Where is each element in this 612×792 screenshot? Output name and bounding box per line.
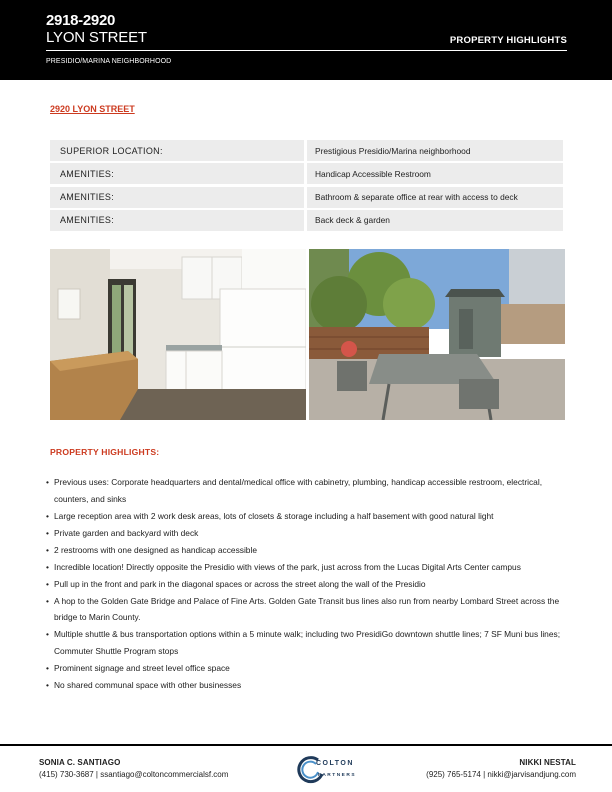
details-row [50,140,563,161]
details-label: AMENITIES: [50,210,304,231]
agent-name: NIKKI NESTAL [519,758,576,767]
list-item: • Previous uses: Corporate headquarters and dental/medical office with cabinetry, plumbing, handicap accessible restroom, electrical, counters, and sinks [46,474,568,507]
agent-contact-info: (925) 765-5174 | nikki@jarvisandjung.com [426,770,576,779]
details-value: Back deck & garden [307,210,563,231]
address-line-1: 2918-2920 [46,12,116,29]
address-line-2: LYON STREET [46,29,147,46]
neighborhood-label: PRESIDIO/MARINA NEIGHBORHOOD [46,58,172,65]
agent-contact-info: (415) 730-3687 | ssantiago@coltoncommercialsf.com [39,770,229,779]
details-table [50,140,563,233]
details-label: SUPERIOR LOCATION: [50,140,304,161]
footer-divider [0,744,612,746]
list-item: • Incredible location! Directly opposite the Presidio with views of the park, just across from the Lucas Digital Arts Center campus [46,559,568,576]
details-value: Bathroom & separate office at rear with access to deck [307,187,563,208]
details-row [50,187,563,208]
details-label: AMENITIES: [50,187,304,208]
list-item: • Prominent signage and street level office space [46,660,568,677]
highlights-list [46,474,568,694]
garden-photo [309,249,565,420]
list-item: • A hop to the Golden Gate Bridge and Palace of Fine Arts. Golden Gate Transit bus lines also run from nearby Lombard Street across the bridge to Marin County. [46,593,568,626]
details-label: AMENITIES: [50,163,304,184]
agent-name: SONIA C. SANTIAGO [39,758,121,767]
swoosh-icon [296,754,326,784]
list-item: • Large reception area with 2 work desk areas, lots of closets & storage including a half basement with good natural light [46,508,568,525]
list-item: • 2 restrooms with one designed as handicap accessible [46,542,568,559]
details-value: Handicap Accessible Restroom [307,163,563,184]
list-item: • No shared communal space with other businesses [46,677,568,694]
logo-sub: PARTNERS [318,773,357,778]
interior-photo [50,249,306,420]
details-value: Prestigious Presidio/Marina neighborhood [307,140,563,161]
logo-word: COLTON [316,760,354,767]
highlights-title: PROPERTY HIGHLIGHTS: [50,447,160,457]
property-title: 2920 LYON STREET [50,104,135,114]
header-divider [46,50,567,51]
details-row [50,210,563,231]
list-item: • Private garden and backyard with deck [46,525,568,542]
list-item: • Pull up in the front and park in the diagonal spaces or across the street along the wall of the Presidio [46,576,568,593]
details-row [50,163,563,184]
page-header [0,0,612,80]
list-item: • Multiple shuttle & bus transportation options within a 5 minute walk; including two PresidiGo downtown shuttle lines; 7 SF Muni bus lines; Commuter Shuttle Program stops [46,626,568,659]
section-label: PROPERTY HIGHLIGHTS [449,35,567,46]
colton-partners-logo [296,754,360,784]
agent-contact-left [39,758,228,779]
agent-contact-right [426,758,576,779]
